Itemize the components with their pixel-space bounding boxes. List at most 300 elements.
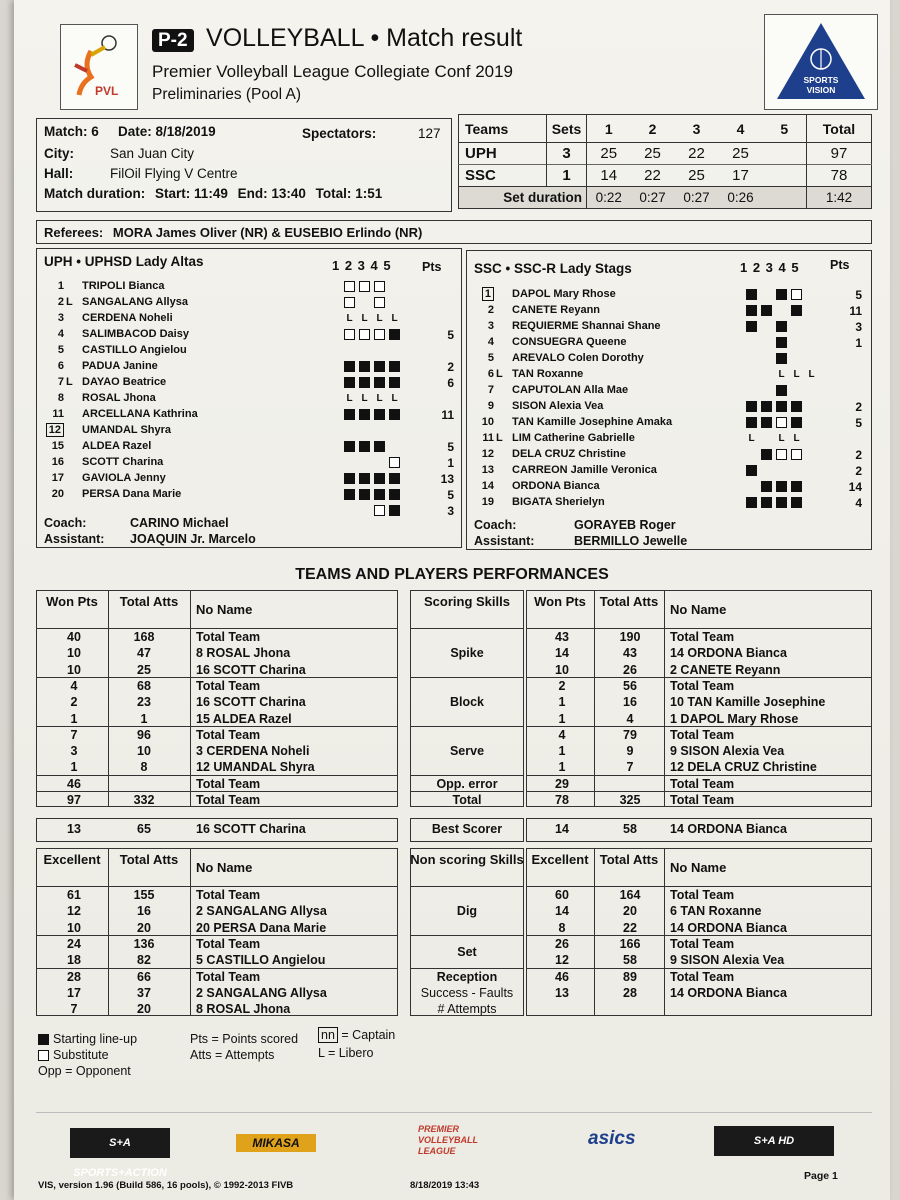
right-value-2: 190 [619, 630, 641, 644]
col-set2: 2 [648, 120, 657, 137]
libero-mark: L [66, 296, 73, 308]
starting-lineup-mark [776, 353, 787, 364]
empty-set-mark [404, 377, 415, 388]
player-number: 7 [487, 384, 494, 396]
set-score: 25 [600, 145, 618, 162]
left-value-1: 10 [67, 662, 81, 677]
col-header-left-3: No Name [196, 602, 253, 617]
right-value-1: 78 [555, 793, 569, 807]
group-separator [410, 677, 524, 678]
player-row [468, 352, 868, 368]
left-value-1: 10 [67, 920, 81, 935]
right-value-2: 20 [623, 904, 637, 919]
column-divider [108, 848, 109, 1016]
skill-dig: Dig [456, 904, 478, 919]
left-value-2: 96 [137, 727, 151, 742]
left-value-1: 1 [70, 711, 78, 726]
empty-set-mark [746, 385, 757, 396]
sets-won: 3 [547, 143, 587, 165]
player-name: TAN Roxanne [512, 368, 584, 380]
starting-lineup-mark [359, 409, 370, 420]
player-number: 4 [57, 328, 64, 340]
left-value-2: 155 [133, 888, 155, 902]
group-separator [36, 775, 398, 776]
left-value-2: 47 [137, 646, 151, 661]
col-set1: 1 [604, 120, 613, 137]
player-row [38, 408, 458, 424]
empty-set-mark [746, 353, 757, 364]
player-name: GAVIOLA Jenny [82, 472, 166, 484]
right-value-1: 1 [558, 744, 566, 759]
column-divider [594, 848, 595, 1016]
set-score: 17 [732, 167, 749, 184]
empty-set-mark [404, 489, 415, 500]
right-value-2: 56 [623, 678, 637, 693]
left-value-2: 8 [140, 760, 148, 775]
total-label: Total: [315, 186, 352, 201]
player-row [38, 328, 458, 344]
player-name: BIGATA Sherielyn [512, 496, 605, 508]
player-row [38, 440, 458, 456]
substitute-mark [344, 329, 355, 340]
right-player-name: Total Team [670, 888, 735, 902]
empty-set-mark [389, 425, 400, 436]
empty-set-mark [746, 337, 757, 348]
player-set-marks [746, 384, 821, 396]
player-name: CAPUTOLAN Alla Mae [512, 384, 629, 396]
footer-printed: 8/18/2019 13:43 [410, 1180, 480, 1191]
starting-lineup-mark [374, 377, 385, 388]
group-separator [36, 935, 398, 936]
player-row [468, 400, 868, 416]
empty-set-mark [359, 425, 370, 436]
header-separator [410, 628, 524, 629]
group-separator [36, 791, 398, 792]
player-row [468, 416, 868, 432]
skill-spike: Spike [450, 646, 484, 661]
league-name: Premier Volleyball League Collegiate Conf 2019 [152, 62, 514, 81]
right-value-1: 29 [555, 776, 569, 791]
right-value-2: 43 [623, 646, 637, 661]
match-date: 8/18/2019 [155, 124, 216, 139]
starting-lineup-mark [344, 441, 355, 452]
column-divider [190, 848, 191, 1016]
libero-set-mark: L [346, 392, 353, 404]
empty-set-mark [776, 305, 787, 316]
left-player-name: 16 SCOTT Charina [196, 822, 306, 836]
group-separator [36, 677, 398, 678]
player-number: 14 [481, 480, 494, 492]
player-number: 7 [57, 376, 64, 388]
empty-set-mark [746, 481, 757, 492]
empty-set-mark [404, 409, 415, 420]
empty-set-mark [806, 305, 817, 316]
set-score: 25 [688, 167, 705, 184]
player-set-marks [746, 448, 821, 460]
player-points: 5 [447, 328, 454, 342]
libero-set-mark: L [346, 312, 353, 324]
player-points: 5 [855, 288, 862, 302]
group-separator [410, 968, 524, 969]
team-a-pts-header: Pts [422, 260, 442, 274]
player-set-marks [746, 496, 821, 508]
starting-lineup-mark [791, 401, 802, 412]
player-name: PADUA Janine [82, 360, 158, 372]
empty-set-mark [761, 369, 772, 380]
team-b-name: SSC • SSC-R Lady Stags [474, 261, 632, 276]
libero-mark: L [496, 368, 503, 380]
player-number: 5 [57, 344, 64, 356]
starting-lineup-mark [761, 497, 772, 508]
player-set-marks [746, 336, 821, 348]
player-points: 5 [855, 416, 862, 430]
starting-lineup-mark [776, 385, 787, 396]
empty-set-mark [404, 425, 415, 436]
skill-reception-attempts: # Attempts [437, 1002, 497, 1017]
col-header-right-2: Total Atts [599, 852, 659, 867]
col-header-left-1: Excellent [43, 852, 101, 867]
libero-set-mark: L [808, 368, 815, 380]
starting-lineup-mark [746, 305, 757, 316]
player-points: 13 [440, 472, 454, 486]
left-value-2: 65 [137, 822, 151, 836]
legend-opp: Opp = Opponent [38, 1064, 131, 1078]
set-score [763, 143, 807, 165]
starting-lineup-mark [389, 489, 400, 500]
starting-lineup-mark [344, 489, 355, 500]
total-time: 1:51 [355, 186, 383, 201]
left-value-2: 20 [137, 920, 151, 935]
set-duration: 0:22 [595, 190, 622, 205]
player-set-marks [746, 432, 821, 444]
player-set-marks [746, 368, 821, 380]
substitute-mark [374, 329, 385, 340]
header-separator [410, 886, 524, 887]
skill-set: Set [457, 945, 477, 960]
right-value-1: 1 [558, 695, 566, 710]
player-set-marks [344, 488, 419, 500]
player-points: 5 [447, 440, 454, 454]
player-row [468, 304, 868, 320]
empty-set-mark [374, 457, 385, 468]
substitute-mark [776, 417, 787, 428]
left-value-2: 332 [133, 793, 155, 807]
player-name: SISON Alexia Vea [512, 400, 604, 412]
player-set-marks [344, 360, 419, 372]
col-header-right-2: Total Atts [599, 594, 659, 609]
empty-set-mark [344, 505, 355, 516]
starting-lineup-mark [374, 489, 385, 500]
empty-set-mark [761, 321, 772, 332]
libero-set-mark: L [376, 312, 383, 324]
player-points: 4 [855, 496, 862, 510]
empty-set-mark [806, 401, 817, 412]
left-value-2: 136 [133, 936, 155, 951]
right-value-2: 16 [623, 695, 637, 710]
starting-lineup-mark [359, 473, 370, 484]
player-set-marks [344, 296, 419, 308]
right-player-name: Total Team [670, 776, 735, 791]
left-value-2: 10 [137, 744, 151, 759]
start-label: Start: [155, 186, 191, 201]
score-table [458, 114, 872, 209]
sports-vision-logo-icon [765, 15, 877, 109]
player-points: 3 [855, 320, 862, 334]
player-row [38, 392, 458, 408]
player-row [38, 296, 458, 312]
player-number: 9 [487, 400, 494, 412]
starting-lineup-mark [791, 481, 802, 492]
player-row [38, 488, 458, 504]
starting-lineup-mark [761, 401, 772, 412]
right-player-name: 9 SISON Alexia Vea [670, 953, 785, 968]
player-name: PERSA Dana Marie [82, 488, 182, 500]
team-b-pts-header: Pts [830, 258, 850, 272]
player-name: UMANDAL Shyra [82, 424, 172, 436]
set-score: 22 [644, 167, 661, 184]
empty-set-mark [359, 457, 370, 468]
substitute-mark [791, 289, 802, 300]
group-separator [526, 775, 872, 776]
right-value-2: 7 [626, 760, 634, 775]
sets-won: 1 [547, 165, 587, 187]
group-separator [526, 677, 872, 678]
player-name: TRIPOLI Bianca [82, 280, 165, 292]
team-b-assistant-label: Assistant: [474, 534, 535, 548]
libero-set-mark: L [391, 392, 398, 404]
empty-set-mark [761, 465, 772, 476]
empty-set-mark [761, 353, 772, 364]
player-number: 5 [487, 352, 494, 364]
right-value-1: 43 [555, 630, 569, 644]
empty-set-mark [374, 345, 385, 356]
sponsor-sports-action: S+A SPORTS+ACTION [70, 1128, 170, 1158]
right-player-name: Total Team [670, 678, 735, 693]
set-score: 22 [688, 145, 705, 162]
col-header-center: Scoring Skills [424, 594, 510, 609]
player-number: 1 [57, 280, 64, 292]
right-player-name: Total Team [670, 793, 735, 807]
left-value-1: 46 [67, 776, 81, 791]
player-name: SALIMBACOD Daisy [82, 328, 189, 340]
empty-set-mark [404, 361, 415, 372]
right-player-name: 2 CANETE Reyann [670, 662, 781, 677]
group-separator [526, 791, 872, 792]
empty-set-mark [404, 313, 415, 324]
empty-set-mark [344, 425, 355, 436]
starting-lineup-mark [746, 289, 757, 300]
substitute-mark [359, 281, 370, 292]
left-value-1: 40 [67, 630, 81, 644]
empty-set-mark [806, 481, 817, 492]
empty-set-mark [389, 281, 400, 292]
right-player-name: Total Team [670, 727, 735, 742]
right-player-name: 14 ORDONA Bianca [670, 822, 787, 836]
empty-set-mark [404, 505, 415, 516]
date-label: Date: [118, 124, 152, 139]
left-value-2: 16 [137, 904, 151, 919]
skill-best-scorer: Best Scorer [431, 822, 503, 836]
player-set-marks [344, 440, 419, 452]
starting-lineup-mark [746, 417, 757, 428]
legend-starting: Starting line-up [53, 1032, 138, 1046]
player-number: 17 [51, 472, 64, 484]
starting-lineup-mark [344, 409, 355, 420]
empty-set-mark [806, 321, 817, 332]
left-player-name: 5 CASTILLO Angielou [196, 953, 326, 968]
player-name: ALDEA Razel [82, 440, 152, 452]
right-player-name: Total Team [670, 630, 735, 644]
player-number: 20 [51, 488, 64, 500]
empty-set-mark [359, 505, 370, 516]
duration-label: Match duration: [44, 186, 146, 201]
player-set-marks [746, 400, 821, 412]
team-a-coach: CARINO Michael [130, 516, 229, 530]
left-value-1: 4 [70, 678, 78, 693]
col-header-left-2: Total Atts [119, 852, 179, 867]
substitute-mark [374, 297, 385, 308]
skill-total: Total [452, 793, 482, 807]
left-player-name: Total Team [196, 776, 261, 791]
col-header-left-3: No Name [196, 860, 253, 875]
player-points: 1 [447, 456, 454, 470]
player-row [468, 320, 868, 336]
left-value-2: 37 [137, 985, 151, 1000]
captain-box-icon: nn [318, 1027, 338, 1043]
starting-lineup-mark [776, 481, 787, 492]
player-name: SCOTT Charina [82, 456, 164, 468]
left-value-2: 1 [140, 711, 148, 726]
group-separator [410, 935, 524, 936]
substitute-mark [776, 449, 787, 460]
starting-lineup-mark [776, 497, 787, 508]
right-value-2: 164 [619, 888, 641, 902]
empty-set-mark [404, 297, 415, 308]
empty-set-mark [806, 449, 817, 460]
libero-set-mark: L [361, 392, 368, 404]
player-name: CANETE Reyann [512, 304, 601, 316]
team-a-name: UPH • UPHSD Lady Altas [44, 254, 204, 269]
left-value-2: 23 [137, 695, 151, 710]
starting-lineup-mark [791, 305, 802, 316]
header-separator [526, 628, 872, 629]
right-value-1: 13 [555, 985, 569, 1000]
player-name: SANGALANG Allysa [82, 296, 188, 308]
left-player-name: 2 SANGALANG Allysa [196, 904, 327, 919]
team-b-assistant: BERMILLO Jewelle [574, 534, 688, 548]
substitute-mark [791, 449, 802, 460]
skill-reception-success: Success - Faults [420, 985, 514, 1000]
empty-set-mark [761, 337, 772, 348]
starting-lineup-mark [374, 409, 385, 420]
player-number: 2 [487, 304, 494, 316]
sports-vision-logo [764, 14, 878, 110]
right-value-1: 1 [558, 760, 566, 775]
player-set-marks [746, 464, 821, 476]
left-value-1: 12 [67, 904, 81, 919]
empty-set-mark [791, 321, 802, 332]
substitute-mark [389, 457, 400, 468]
libero-set-mark: L [361, 312, 368, 324]
player-points: 2 [855, 448, 862, 462]
starting-lineup-mark [344, 473, 355, 484]
hall-label: Hall: [44, 166, 74, 181]
player-row [468, 464, 868, 480]
col-set3: 3 [692, 120, 701, 137]
right-value-1: 14 [555, 646, 569, 661]
team-a-assistant-label: Assistant: [44, 532, 105, 546]
column-divider [664, 848, 665, 1016]
left-player-name: 8 ROSAL Jhona [196, 1002, 291, 1017]
team-code: UPH [459, 143, 547, 165]
header-separator [36, 886, 398, 887]
city-label: City: [44, 146, 74, 161]
player-name: CERDENA Noheli [82, 312, 173, 324]
left-player-name: Total Team [196, 678, 261, 693]
empty-set-mark [791, 465, 802, 476]
player-points: 11 [441, 408, 454, 422]
player-set-marks [344, 312, 419, 324]
empty-set-mark [344, 345, 355, 356]
left-player-name: Total Team [196, 888, 261, 902]
right-value-1: 10 [555, 662, 569, 677]
starting-lineup-mark [344, 361, 355, 372]
left-value-1: 28 [67, 969, 81, 984]
phase-name: Preliminaries (Pool A) [152, 86, 302, 103]
left-player-name: 8 ROSAL Jhona [196, 646, 291, 661]
player-number: 16 [51, 456, 64, 468]
left-value-1: 10 [67, 646, 81, 661]
team-a-coach-label: Coach: [44, 516, 87, 530]
player-row [38, 344, 458, 360]
player-name: ARCELLANA Kathrina [82, 408, 198, 420]
svg-text:SPORTS: SPORTS [803, 75, 839, 85]
player-row [38, 376, 458, 392]
substitute-mark [374, 281, 385, 292]
libero-mark: L [496, 432, 503, 444]
referees-label: Referees: [44, 225, 104, 240]
player-name: AREVALO Colen Dorothy [512, 352, 644, 364]
player-name: DELA CRUZ Christine [512, 448, 626, 460]
player-number: 10 [481, 416, 494, 428]
legend-captain: = Captain [341, 1028, 396, 1042]
skill-reception: Reception [436, 969, 498, 984]
col-teams: Teams [459, 115, 547, 143]
col-header-right-1: Excellent [531, 852, 589, 867]
player-set-marks [746, 320, 821, 332]
empty-set-mark [806, 353, 817, 364]
col-sets: Sets [547, 115, 587, 143]
right-value-2: 166 [619, 936, 641, 951]
player-number: 13 [481, 464, 494, 476]
starting-lineup-mark [389, 505, 400, 516]
right-player-name: 14 ORDONA Bianca [670, 920, 787, 935]
sponsor-asics: asics [588, 1128, 636, 1149]
left-value-1: 17 [67, 985, 81, 1000]
libero-set-mark: L [778, 432, 785, 444]
empty-set-mark [761, 289, 772, 300]
player-row [38, 424, 458, 440]
hall-value: FilOil Flying V Centre [110, 166, 238, 181]
left-value-1: 24 [67, 936, 81, 951]
right-value-1: 46 [555, 969, 569, 984]
empty-set-mark [746, 369, 757, 380]
set-score: 25 [732, 145, 749, 162]
player-number: 12 [481, 448, 494, 460]
right-value-1: 4 [558, 727, 566, 742]
skill-serve: Serve [449, 744, 485, 759]
empty-set-mark [404, 345, 415, 356]
